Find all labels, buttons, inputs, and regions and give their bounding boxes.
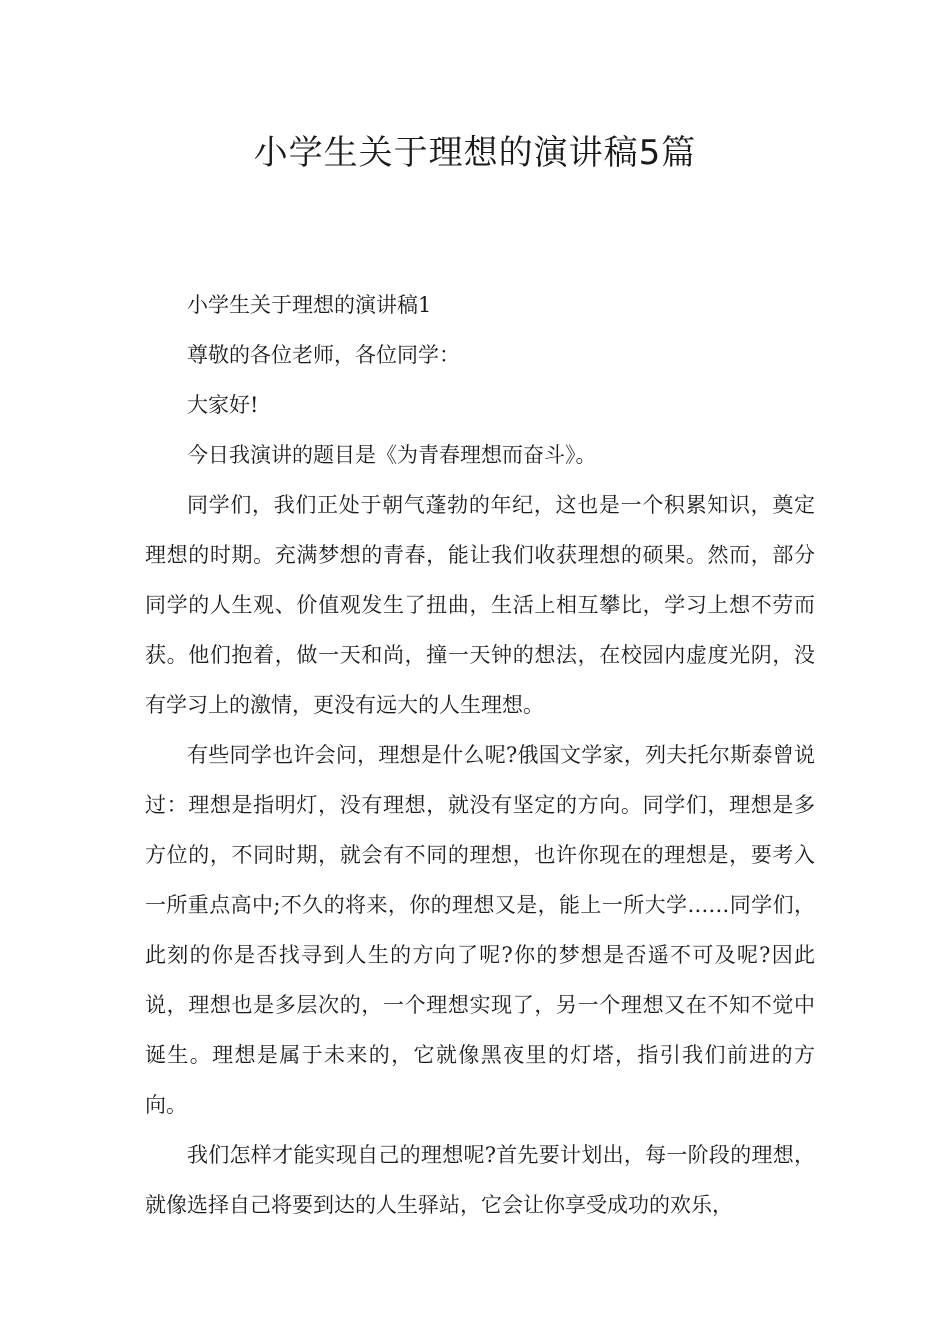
salutation: 尊敬的各位老师，各位同学： — [187, 343, 460, 367]
document-title: 小学生关于理想的演讲稿5篇 — [253, 133, 697, 173]
document-body — [145, 280, 815, 1230]
section-heading: 小学生关于理想的演讲稿1 — [187, 293, 432, 317]
speech-topic: 今日我演讲的题目是《为青春理想而奋斗》。 — [187, 443, 597, 467]
paragraph: 同学们，我们正处于朝气蓬勃的年纪，这也是一个积累知识，奠定理想的时期。充满梦想的青春，能让我们收获理想的硕果。然而，部分同学的人生观、价值观发生了扭曲，生活上相互攀比，学习上想不劳而获。他们抱着，做一天和尚，撞一天钟的想法，在校园内虚度光阴，没有学习上的激情，更没有远大的人生理想。 — [145, 493, 815, 717]
paragraph: 有些同学也许会问，理想是什么呢?俄国文学家，列夫托尔斯泰曾说过：理想是指明灯，没有理想，就没有坚定的方向。同学们，理想是多方位的，不同时期，就会有不同的理想，也许你现在的理想是，要考入一所重点高中;不久的将来，你的理想又是，能上一所大学……同学们，此刻的你是否找寻到人生的方向了呢?你的梦想是否遥不可及呢?因此说，理想也是多层次的，一个理想实现了，另一个理想又在不知不觉中诞生。理想是属于未来的，它就像黑夜里的灯塔，指引我们前进的方向。 — [145, 743, 815, 1117]
greeting: 大家好! — [187, 393, 259, 417]
paragraph: 我们怎样才能实现自己的理想呢?首先要计划出，每一阶段的理想，就像选择自己将要到达的人生驿站，它会让你享受成功的欢乐， — [145, 1143, 815, 1217]
